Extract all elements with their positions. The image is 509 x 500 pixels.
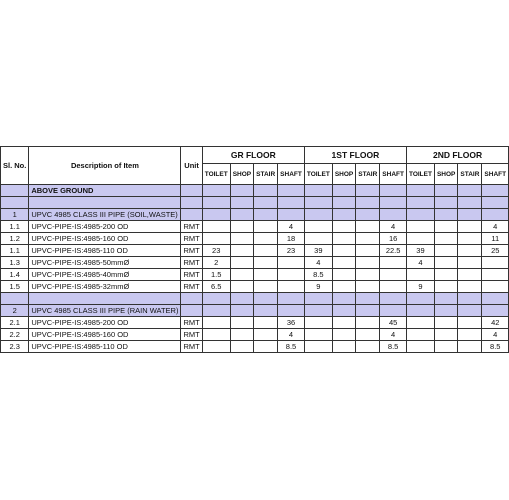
quantity-cell [332, 341, 355, 353]
quantity-cell [482, 209, 509, 221]
sl-no-cell: 1.3 [1, 257, 29, 269]
quantity-cell [458, 341, 482, 353]
quantity-cell: 1.5 [202, 269, 230, 281]
sl-no-cell: 1.4 [1, 269, 29, 281]
quantity-cell [356, 281, 380, 293]
quantity-cell [304, 209, 332, 221]
quantity-cell [230, 317, 253, 329]
quantity-cell [278, 293, 305, 305]
quantity-cell [202, 341, 230, 353]
description-cell: UPVC-PIPE-IS:4985-160 OD [29, 233, 181, 245]
quantity-cell: 45 [380, 317, 407, 329]
quantity-cell [304, 317, 332, 329]
quantity-cell [230, 233, 253, 245]
quantity-cell [380, 281, 407, 293]
description-cell: UPVC-PIPE-IS:4985-32mmØ [29, 281, 181, 293]
quantity-cell: 39 [406, 245, 434, 257]
quantity-cell: 9 [304, 281, 332, 293]
quantity-cell: 9 [406, 281, 434, 293]
quantity-cell [434, 269, 457, 281]
unit-cell: RMT [181, 245, 202, 257]
unit-cell: RMT [181, 341, 202, 353]
quantity-cell: 23 [202, 245, 230, 257]
quantity-cell [406, 185, 434, 197]
quantity-cell [254, 281, 278, 293]
quantity-cell: 11 [482, 233, 509, 245]
quantity-cell: 2 [202, 257, 230, 269]
quantity-cell [332, 221, 355, 233]
quantity-cell [380, 305, 407, 317]
quantity-cell [380, 293, 407, 305]
sl-no-cell [1, 185, 29, 197]
quantity-cell [356, 329, 380, 341]
quantity-cell [254, 269, 278, 281]
quantity-cell [230, 293, 253, 305]
quantity-cell [380, 197, 407, 209]
quantity-cell [406, 197, 434, 209]
quantity-cell: 18 [278, 233, 305, 245]
quantity-cell: 25 [482, 245, 509, 257]
quantity-cell [434, 293, 457, 305]
quantity-cell: 4 [278, 329, 305, 341]
description-cell: UPVC-PIPE-IS:4985-110 OD [29, 245, 181, 257]
table-row [1, 245, 509, 257]
quantity-cell [380, 209, 407, 221]
quantity-cell [406, 221, 434, 233]
quantity-cell: 4 [380, 221, 407, 233]
quantity-cell [406, 329, 434, 341]
quantity-cell [230, 257, 253, 269]
quantity-cell [332, 233, 355, 245]
quantity-cell [380, 269, 407, 281]
quantity-cell [434, 317, 457, 329]
quantity-cell [202, 305, 230, 317]
quantity-cell: 8.5 [304, 269, 332, 281]
quantity-cell: 23 [278, 245, 305, 257]
quantity-cell [304, 185, 332, 197]
quantity-cell [406, 269, 434, 281]
quantity-cell [406, 233, 434, 245]
quantity-cell [356, 233, 380, 245]
sub-column-header: SHOP [230, 164, 253, 185]
quantity-cell [434, 305, 457, 317]
quantity-cell [230, 209, 253, 221]
sub-column-header: SHOP [434, 164, 457, 185]
quantity-cell [434, 197, 457, 209]
quantity-cell: 42 [482, 317, 509, 329]
sl-no-cell: 1.1 [1, 245, 29, 257]
quantity-cell [380, 185, 407, 197]
quantity-cell [230, 341, 253, 353]
quantity-cell [458, 305, 482, 317]
quantity-cell [458, 293, 482, 305]
quantity-cell [406, 209, 434, 221]
quantity-cell [202, 221, 230, 233]
quantity-cell [254, 341, 278, 353]
quantity-cell [458, 269, 482, 281]
unit-cell: RMT [181, 269, 202, 281]
quantity-cell [254, 209, 278, 221]
description-header: Description of Item [29, 147, 181, 185]
quantity-cell [202, 197, 230, 209]
unit-cell [181, 305, 202, 317]
sub-column-header: TOILET [304, 164, 332, 185]
quantity-cell: 4 [304, 257, 332, 269]
quantity-cell: 4 [482, 329, 509, 341]
quantity-cell [380, 257, 407, 269]
quantity-cell [254, 233, 278, 245]
unit-cell: RMT [181, 221, 202, 233]
quantity-cell: 4 [406, 257, 434, 269]
quantity-cell [230, 221, 253, 233]
quantity-cell [304, 329, 332, 341]
description-cell: UPVC-PIPE-IS:4985-110 OD [29, 341, 181, 353]
table-row [1, 281, 509, 293]
quantity-cell [356, 245, 380, 257]
quantity-cell [278, 269, 305, 281]
sl-no-cell: 2 [1, 305, 29, 317]
sl-no-cell [1, 293, 29, 305]
quantity-cell [278, 197, 305, 209]
sl-no-cell: 2.2 [1, 329, 29, 341]
quantity-cell [230, 245, 253, 257]
quantity-cell [278, 281, 305, 293]
quantity-cell [434, 341, 457, 353]
quantity-cell [202, 209, 230, 221]
quantity-cell: 6.5 [202, 281, 230, 293]
quantity-cell [332, 269, 355, 281]
sub-column-header: TOILET [406, 164, 434, 185]
quantity-cell [458, 317, 482, 329]
quantity-cell [482, 269, 509, 281]
quantity-cell [230, 185, 253, 197]
quantity-cell [304, 221, 332, 233]
quantity-cell: 4 [482, 221, 509, 233]
floor-header-1st: 1ST FLOOR [304, 147, 406, 164]
quantity-cell [230, 329, 253, 341]
quantity-cell [434, 329, 457, 341]
quantity-cell [406, 293, 434, 305]
quantity-cell [434, 209, 457, 221]
sub-column-header: TOILET [202, 164, 230, 185]
quantity-cell [332, 197, 355, 209]
description-cell [29, 197, 181, 209]
quantity-cell [254, 305, 278, 317]
quantity-cell [356, 257, 380, 269]
quantity-cell [482, 185, 509, 197]
quantity-cell [254, 257, 278, 269]
quantity-cell [356, 197, 380, 209]
sl-no-cell: 1.2 [1, 233, 29, 245]
quantity-cell [278, 209, 305, 221]
table-row [1, 293, 509, 305]
quantity-cell [278, 185, 305, 197]
quantity-cell: 4 [278, 221, 305, 233]
unit-cell: RMT [181, 233, 202, 245]
quantity-cell [356, 185, 380, 197]
quantity-cell [202, 185, 230, 197]
unit-cell: RMT [181, 257, 202, 269]
unit-cell [181, 185, 202, 197]
quantity-cell [304, 305, 332, 317]
quantity-cell [356, 341, 380, 353]
quantity-cell [356, 305, 380, 317]
description-cell: ABOVE GROUND [29, 185, 181, 197]
quantity-cell [356, 209, 380, 221]
quantity-cell: 8.5 [482, 341, 509, 353]
sl-no-cell: 1.5 [1, 281, 29, 293]
quantity-cell: 8.5 [380, 341, 407, 353]
quantity-cell [434, 233, 457, 245]
unit-cell: RMT [181, 329, 202, 341]
quantity-cell [230, 305, 253, 317]
quantity-cell [434, 257, 457, 269]
quantity-cell [458, 233, 482, 245]
quantity-cell [458, 185, 482, 197]
quantity-cell [458, 197, 482, 209]
unit-header: Unit [181, 147, 202, 185]
quantity-cell [434, 185, 457, 197]
quantity-cell [202, 293, 230, 305]
quantity-cell [356, 293, 380, 305]
quantity-cell [482, 257, 509, 269]
quantity-cell [458, 257, 482, 269]
quantity-cell [254, 317, 278, 329]
table-row [1, 197, 509, 209]
sub-column-header: STAIR [356, 164, 380, 185]
quantity-cell [458, 221, 482, 233]
sl-no-cell: 1 [1, 209, 29, 221]
quantity-cell [230, 197, 253, 209]
description-cell: UPVC 4985 CLASS III PIPE (RAIN WATER) [29, 305, 181, 317]
quantity-cell [230, 281, 253, 293]
quantity-cell [406, 317, 434, 329]
quantity-cell [332, 257, 355, 269]
quantity-cell [356, 269, 380, 281]
table-row [1, 317, 509, 329]
table-row [1, 257, 509, 269]
description-cell: UPVC-PIPE-IS:4985-50mmØ [29, 257, 181, 269]
sl-no-cell: 2.1 [1, 317, 29, 329]
quantity-cell [202, 329, 230, 341]
quantity-cell [332, 281, 355, 293]
table-row [1, 329, 509, 341]
sl-no-cell: 1.1 [1, 221, 29, 233]
quantity-cell [332, 317, 355, 329]
quantity-cell [434, 245, 457, 257]
quantity-cell [202, 317, 230, 329]
quantity-cell [332, 245, 355, 257]
quantity-cell [482, 293, 509, 305]
quantity-cell [458, 245, 482, 257]
quantity-cell [254, 197, 278, 209]
quantity-cell [278, 257, 305, 269]
description-cell: UPVC-PIPE-IS:4985-160 OD [29, 329, 181, 341]
quantity-cell [254, 245, 278, 257]
quantity-cell [356, 221, 380, 233]
quantity-cell: 4 [380, 329, 407, 341]
quantity-cell [332, 185, 355, 197]
quantity-cell [434, 221, 457, 233]
table-row [1, 209, 509, 221]
quantity-cell: 22.5 [380, 245, 407, 257]
table-row [1, 305, 509, 317]
quantity-cell: 8.5 [278, 341, 305, 353]
quantity-cell [332, 209, 355, 221]
table-body [1, 185, 509, 353]
quantity-cell [202, 233, 230, 245]
quantity-cell [458, 281, 482, 293]
description-cell [29, 293, 181, 305]
quantity-cell: 36 [278, 317, 305, 329]
quantity-cell [230, 269, 253, 281]
quantity-cell [332, 305, 355, 317]
quantity-cell [458, 209, 482, 221]
table-row [1, 221, 509, 233]
quantity-cell [482, 305, 509, 317]
sub-column-header: SHOP [332, 164, 355, 185]
description-cell: UPVC 4985 CLASS III PIPE (SOIL,WASTE) [29, 209, 181, 221]
quantity-cell: 16 [380, 233, 407, 245]
quantity-cell [482, 197, 509, 209]
quantity-cell [406, 341, 434, 353]
sl-no-header: Sl. No. [1, 147, 29, 185]
sub-column-header: STAIR [254, 164, 278, 185]
quantity-cell [332, 329, 355, 341]
unit-cell: RMT [181, 281, 202, 293]
unit-cell [181, 209, 202, 221]
table-row [1, 233, 509, 245]
sub-column-header: SHAFT [278, 164, 305, 185]
sub-column-header: STAIR [458, 164, 482, 185]
quantity-cell [278, 305, 305, 317]
sl-no-cell [1, 197, 29, 209]
quantity-cell [332, 293, 355, 305]
description-cell: UPVC-PIPE-IS:4985-40mmØ [29, 269, 181, 281]
quantity-cell [254, 185, 278, 197]
sl-no-cell: 2.3 [1, 341, 29, 353]
quantity-cell [254, 221, 278, 233]
sub-column-header: SHAFT [482, 164, 509, 185]
sub-column-header: SHAFT [380, 164, 407, 185]
quantity-cell [434, 281, 457, 293]
quantity-cell [482, 281, 509, 293]
quantity-cell [304, 233, 332, 245]
quantity-cell [304, 293, 332, 305]
quantity-cell [254, 293, 278, 305]
unit-cell [181, 293, 202, 305]
quantity-cell [458, 329, 482, 341]
table-row [1, 269, 509, 281]
quantity-cell [304, 341, 332, 353]
quantity-cell [254, 329, 278, 341]
table-row [1, 185, 509, 197]
quantity-cell [356, 317, 380, 329]
floor-header-gr: GR FLOOR [202, 147, 304, 164]
floor-header-2nd: 2ND FLOOR [406, 147, 508, 164]
unit-cell: RMT [181, 317, 202, 329]
description-cell: UPVC-PIPE-IS:4985-200 OD [29, 221, 181, 233]
unit-cell [181, 197, 202, 209]
boq-table [0, 146, 509, 353]
table-row [1, 341, 509, 353]
quantity-cell: 39 [304, 245, 332, 257]
quantity-cell [406, 305, 434, 317]
description-cell: UPVC-PIPE-IS:4985-200 OD [29, 317, 181, 329]
quantity-cell [304, 197, 332, 209]
